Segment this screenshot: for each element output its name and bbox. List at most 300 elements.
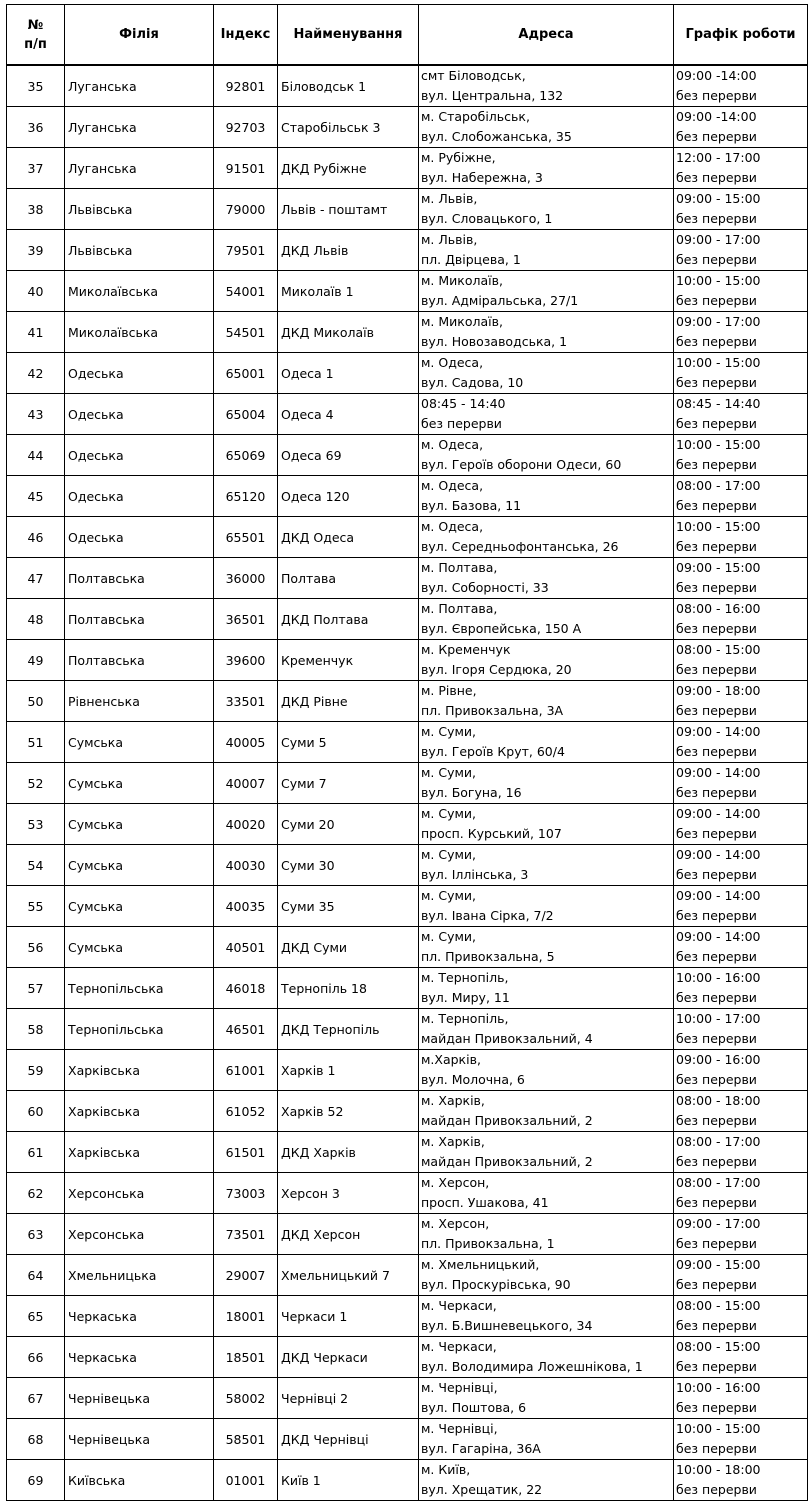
row-number: 40	[7, 271, 65, 312]
row-schedule	[674, 1132, 808, 1173]
row-index: 65001	[214, 353, 278, 394]
table-row	[7, 312, 808, 353]
table-row	[7, 804, 808, 845]
address-line-1: м. Суми,	[421, 847, 477, 862]
address-line-2: просп. Ушакова, 41	[421, 1195, 549, 1210]
table-row	[7, 435, 808, 476]
schedule-note: без перерви	[676, 129, 757, 144]
table-row	[7, 763, 808, 804]
address-line-2: вул. Героїв оборони Одеси, 60	[421, 457, 622, 472]
row-name: ДКД Одеса	[278, 517, 419, 558]
row-schedule	[674, 927, 808, 968]
row-index: 54501	[214, 312, 278, 353]
schedule-hours: 08:00 - 15:00	[676, 1298, 761, 1313]
row-address	[419, 1255, 674, 1296]
schedule-hours: 09:00 - 14:00	[676, 765, 761, 780]
schedule-note: без перерви	[676, 375, 757, 390]
address-line-2: вул. Садова, 10	[421, 375, 524, 390]
schedule-hours: 09:00 -14:00	[676, 109, 757, 124]
address-line-1: м. Кременчук	[421, 642, 511, 657]
schedule-note: без перерви	[676, 252, 757, 267]
row-branch: Черкаська	[65, 1337, 214, 1378]
schedule-hours: 09:00 - 14:00	[676, 929, 761, 944]
schedule-note: без перерви	[676, 1236, 757, 1251]
row-index: 61001	[214, 1050, 278, 1091]
schedule-hours: 09:00 - 14:00	[676, 724, 761, 739]
schedule-note: без перерви	[676, 416, 757, 431]
row-address	[419, 148, 674, 189]
row-name: Київ 1	[278, 1460, 419, 1501]
row-name: ДКД Тернопіль	[278, 1009, 419, 1050]
row-branch: Львівська	[65, 189, 214, 230]
address-line-1: м. Старобільськ,	[421, 109, 530, 124]
row-name: Одеса 4	[278, 394, 419, 435]
table-row	[7, 189, 808, 230]
address-line-2: вул. Молочна, 6	[421, 1072, 525, 1087]
row-name: Біловодськ 1	[278, 65, 419, 107]
table-row	[7, 681, 808, 722]
row-address	[419, 599, 674, 640]
address-line-2: вул. Новозаводська, 1	[421, 334, 568, 349]
row-branch: Харківська	[65, 1050, 214, 1091]
row-index: 58501	[214, 1419, 278, 1460]
row-address	[419, 353, 674, 394]
table-row	[7, 1050, 808, 1091]
row-address	[419, 1050, 674, 1091]
row-number: 57	[7, 968, 65, 1009]
row-branch: Миколаївська	[65, 271, 214, 312]
address-line-1: м. Київ,	[421, 1462, 471, 1477]
row-number: 60	[7, 1091, 65, 1132]
row-name: Суми 30	[278, 845, 419, 886]
address-line-2: майдан Привокзальний, 2	[421, 1154, 593, 1169]
address-line-2: вул. Центральна, 132	[421, 88, 564, 103]
row-index: 65120	[214, 476, 278, 517]
address-line-2: вул. Словацького, 1	[421, 211, 553, 226]
row-index: 40007	[214, 763, 278, 804]
schedule-hours: 09:00 - 17:00	[676, 1216, 761, 1231]
schedule-note: без перерви	[676, 1400, 757, 1415]
address-line-2: вул. Адміральська, 27/1	[421, 293, 579, 308]
row-address	[419, 1460, 674, 1501]
row-name: Тернопіль 18	[278, 968, 419, 1009]
address-line-2: вул. Володимира Ложешнікова, 1	[421, 1359, 643, 1374]
row-schedule	[674, 189, 808, 230]
address-line-2: просп. Курський, 107	[421, 826, 562, 841]
row-branch: Полтавська	[65, 599, 214, 640]
row-address	[419, 65, 674, 107]
row-index: 33501	[214, 681, 278, 722]
header-name: Найменування	[278, 5, 419, 66]
table-row	[7, 1296, 808, 1337]
address-line-1: м.Харків,	[421, 1052, 481, 1067]
address-line-2: вул. Середньофонтанська, 26	[421, 539, 619, 554]
row-address	[419, 722, 674, 763]
row-name: Херсон 3	[278, 1173, 419, 1214]
row-branch: Сумська	[65, 927, 214, 968]
row-schedule	[674, 65, 808, 107]
row-name: ДКД Миколаїв	[278, 312, 419, 353]
row-number: 43	[7, 394, 65, 435]
row-address	[419, 681, 674, 722]
address-line-1: м. Тернопіль,	[421, 970, 509, 985]
row-index: 73003	[214, 1173, 278, 1214]
row-number: 38	[7, 189, 65, 230]
row-name: Одеса 120	[278, 476, 419, 517]
row-number: 50	[7, 681, 65, 722]
row-name: Одеса 69	[278, 435, 419, 476]
schedule-note: без перерви	[676, 1482, 757, 1497]
row-branch: Луганська	[65, 107, 214, 148]
address-line-2: пл. Привокзальна, 3А	[421, 703, 564, 718]
address-line-2: вул. Миру, 11	[421, 990, 510, 1005]
address-line-2: вул. Б.Вишневецького, 34	[421, 1318, 593, 1333]
table-header	[7, 5, 808, 66]
schedule-hours: 10:00 - 16:00	[676, 970, 761, 985]
schedule-note: без перерви	[676, 1031, 757, 1046]
schedule-hours: 08:45 - 14:40	[676, 396, 761, 411]
row-name: Чернівці 2	[278, 1378, 419, 1419]
row-schedule	[674, 968, 808, 1009]
row-name: Суми 20	[278, 804, 419, 845]
row-number: 52	[7, 763, 65, 804]
address-line-1: м. Суми,	[421, 888, 477, 903]
row-address	[419, 968, 674, 1009]
row-branch: Сумська	[65, 845, 214, 886]
row-address	[419, 763, 674, 804]
row-index: 40030	[214, 845, 278, 886]
schedule-hours: 09:00 -14:00	[676, 68, 757, 83]
address-line-1: м. Харків,	[421, 1134, 485, 1149]
row-schedule	[674, 107, 808, 148]
schedule-note: без перерви	[676, 334, 757, 349]
row-name: ДКД Полтава	[278, 599, 419, 640]
table-row	[7, 1255, 808, 1296]
row-branch: Харківська	[65, 1132, 214, 1173]
table-body	[7, 65, 808, 1501]
row-index: 65069	[214, 435, 278, 476]
schedule-hours: 09:00 - 15:00	[676, 1257, 761, 1272]
schedule-hours: 09:00 - 15:00	[676, 560, 761, 575]
row-index: 91501	[214, 148, 278, 189]
schedule-note: без перерви	[676, 744, 757, 759]
address-line-2: вул. Слобожанська, 35	[421, 129, 572, 144]
row-schedule	[674, 640, 808, 681]
row-address	[419, 1337, 674, 1378]
row-number: 46	[7, 517, 65, 558]
row-schedule	[674, 312, 808, 353]
row-index: 18501	[214, 1337, 278, 1378]
schedule-note: без перерви	[676, 1154, 757, 1169]
table-row	[7, 722, 808, 763]
row-number: 65	[7, 1296, 65, 1337]
schedule-note: без перерви	[676, 1318, 757, 1333]
address-line-1: м. Черкаси,	[421, 1298, 497, 1313]
row-address	[419, 435, 674, 476]
row-schedule	[674, 230, 808, 271]
address-line-1: м. Полтава,	[421, 601, 498, 616]
row-schedule	[674, 1460, 808, 1501]
table-row	[7, 1378, 808, 1419]
row-address	[419, 1378, 674, 1419]
schedule-note: без перерви	[676, 621, 757, 636]
address-line-1: м. Херсон,	[421, 1175, 490, 1190]
address-line-1: м. Суми,	[421, 724, 477, 739]
row-index: 40020	[214, 804, 278, 845]
row-schedule	[674, 681, 808, 722]
table-row	[7, 230, 808, 271]
schedule-hours: 08:00 - 17:00	[676, 1175, 761, 1190]
schedule-hours: 09:00 - 14:00	[676, 847, 761, 862]
schedule-note: без перерви	[676, 498, 757, 513]
row-number: 35	[7, 65, 65, 107]
address-line-1: м. Харків,	[421, 1093, 485, 1108]
schedule-hours: 09:00 - 14:00	[676, 888, 761, 903]
row-index: 65004	[214, 394, 278, 435]
table-row	[7, 353, 808, 394]
row-address	[419, 1214, 674, 1255]
schedule-note: без перерви	[676, 826, 757, 841]
row-index: 46501	[214, 1009, 278, 1050]
table-row	[7, 927, 808, 968]
row-name: ДКД Чернівці	[278, 1419, 419, 1460]
header-row	[7, 5, 808, 66]
header-number: № п/п	[7, 5, 65, 66]
row-branch: Херсонська	[65, 1214, 214, 1255]
row-name: ДКД Рубіжне	[278, 148, 419, 189]
address-line-2: пл. Привокзальна, 1	[421, 1236, 555, 1251]
row-number: 67	[7, 1378, 65, 1419]
schedule-note: без перерви	[676, 867, 757, 882]
table-row	[7, 1419, 808, 1460]
row-schedule	[674, 1091, 808, 1132]
schedule-note: без перерви	[676, 170, 757, 185]
schedule-hours: 09:00 - 16:00	[676, 1052, 761, 1067]
row-name: Львів - поштамт	[278, 189, 419, 230]
schedule-hours: 10:00 - 15:00	[676, 437, 761, 452]
row-number: 45	[7, 476, 65, 517]
row-index: 92703	[214, 107, 278, 148]
row-branch: Миколаївська	[65, 312, 214, 353]
row-index: 92801	[214, 65, 278, 107]
row-address	[419, 394, 674, 435]
table-row	[7, 1091, 808, 1132]
row-branch: Полтавська	[65, 640, 214, 681]
schedule-hours: 09:00 - 14:00	[676, 806, 761, 821]
row-name: Суми 7	[278, 763, 419, 804]
address-line-2: пл. Привокзальна, 5	[421, 949, 555, 964]
row-index: 36000	[214, 558, 278, 599]
row-schedule	[674, 1050, 808, 1091]
schedule-hours: 09:00 - 17:00	[676, 314, 761, 329]
row-number: 56	[7, 927, 65, 968]
row-branch: Харківська	[65, 1091, 214, 1132]
address-line-2: вул. Проскурівська, 90	[421, 1277, 571, 1292]
schedule-hours: 09:00 - 15:00	[676, 191, 761, 206]
address-line-1: м. Суми,	[421, 765, 477, 780]
row-schedule	[674, 394, 808, 435]
address-line-2: вул. Соборності, 33	[421, 580, 549, 595]
schedule-hours: 10:00 - 17:00	[676, 1011, 761, 1026]
address-line-2: вул. Хрещатик, 22	[421, 1482, 543, 1497]
schedule-hours: 08:00 - 18:00	[676, 1093, 761, 1108]
row-name: Хмельницький 7	[278, 1255, 419, 1296]
row-branch: Одеська	[65, 435, 214, 476]
table-row	[7, 1009, 808, 1050]
row-number: 68	[7, 1419, 65, 1460]
row-address	[419, 1009, 674, 1050]
row-index: 79501	[214, 230, 278, 271]
row-address	[419, 230, 674, 271]
schedule-hours: 10:00 - 18:00	[676, 1462, 761, 1477]
row-branch: Одеська	[65, 353, 214, 394]
row-index: 54001	[214, 271, 278, 312]
row-number: 64	[7, 1255, 65, 1296]
address-line-2: пл. Двірцева, 1	[421, 252, 521, 267]
address-line-1: м. Тернопіль,	[421, 1011, 509, 1026]
row-number: 51	[7, 722, 65, 763]
address-line-2: вул. Ігоря Сердюка, 20	[421, 662, 572, 677]
row-number: 36	[7, 107, 65, 148]
address-line-2: вул. Поштова, 6	[421, 1400, 527, 1415]
table-row	[7, 968, 808, 1009]
row-branch: Одеська	[65, 476, 214, 517]
address-line-2: без перерви	[421, 416, 502, 431]
address-line-1: м. Хмельницький,	[421, 1257, 540, 1272]
address-line-2: вул. Іллінська, 3	[421, 867, 529, 882]
row-name: ДКД Херсон	[278, 1214, 419, 1255]
schedule-note: без перерви	[676, 1441, 757, 1456]
address-line-1: м. Суми,	[421, 806, 477, 821]
row-schedule	[674, 558, 808, 599]
schedule-note: без перерви	[676, 1277, 757, 1292]
schedule-note: без перерви	[676, 539, 757, 554]
row-branch: Київська	[65, 1460, 214, 1501]
row-schedule	[674, 1378, 808, 1419]
row-number: 41	[7, 312, 65, 353]
schedule-hours: 10:00 - 15:00	[676, 519, 761, 534]
address-line-1: м. Херсон,	[421, 1216, 490, 1231]
row-schedule	[674, 476, 808, 517]
row-schedule	[674, 599, 808, 640]
address-line-1: м. Чернівці,	[421, 1421, 498, 1436]
row-number: 55	[7, 886, 65, 927]
row-index: 65501	[214, 517, 278, 558]
schedule-note: без перерви	[676, 88, 757, 103]
schedule-note: без перерви	[676, 293, 757, 308]
row-branch: Луганська	[65, 65, 214, 107]
row-number: 37	[7, 148, 65, 189]
schedule-note: без перерви	[676, 1195, 757, 1210]
row-branch: Чернівецька	[65, 1419, 214, 1460]
schedule-note: без перерви	[676, 949, 757, 964]
address-line-1: м. Львів,	[421, 191, 478, 206]
schedule-hours: 10:00 - 15:00	[676, 1421, 761, 1436]
row-address	[419, 271, 674, 312]
table-row	[7, 1460, 808, 1501]
row-schedule	[674, 886, 808, 927]
row-schedule	[674, 1255, 808, 1296]
row-schedule	[674, 722, 808, 763]
schedule-note: без перерви	[676, 703, 757, 718]
row-number: 47	[7, 558, 65, 599]
schedule-hours: 08:00 - 17:00	[676, 1134, 761, 1149]
address-line-1: м. Черкаси,	[421, 1339, 497, 1354]
row-name: ДКД Харків	[278, 1132, 419, 1173]
table-row	[7, 65, 808, 107]
row-branch: Рівненська	[65, 681, 214, 722]
row-name: Харків 1	[278, 1050, 419, 1091]
schedule-hours: 10:00 - 15:00	[676, 355, 761, 370]
row-schedule	[674, 353, 808, 394]
row-index: 29007	[214, 1255, 278, 1296]
row-branch: Сумська	[65, 886, 214, 927]
row-branch: Хмельницька	[65, 1255, 214, 1296]
schedule-hours: 08:00 - 16:00	[676, 601, 761, 616]
row-schedule	[674, 763, 808, 804]
row-index: 73501	[214, 1214, 278, 1255]
schedule-hours: 09:00 - 18:00	[676, 683, 761, 698]
row-schedule	[674, 845, 808, 886]
row-branch: Тернопільська	[65, 1009, 214, 1050]
address-line-1: смт Біловодськ,	[421, 68, 526, 83]
row-schedule	[674, 1214, 808, 1255]
address-line-1: м. Одеса,	[421, 519, 484, 534]
row-address	[419, 107, 674, 148]
schedule-hours: 10:00 - 16:00	[676, 1380, 761, 1395]
table-row	[7, 517, 808, 558]
row-index: 46018	[214, 968, 278, 1009]
table-row	[7, 845, 808, 886]
row-address	[419, 558, 674, 599]
row-name: ДКД Черкаси	[278, 1337, 419, 1378]
address-line-1: м. Суми,	[421, 929, 477, 944]
row-index: 36501	[214, 599, 278, 640]
address-line-2: вул. Героїв Крут, 60/4	[421, 744, 565, 759]
header-address: Адреса	[419, 5, 674, 66]
row-address	[419, 476, 674, 517]
row-number: 66	[7, 1337, 65, 1378]
row-name: Полтава	[278, 558, 419, 599]
row-index: 01001	[214, 1460, 278, 1501]
row-branch: Сумська	[65, 763, 214, 804]
row-address	[419, 1296, 674, 1337]
row-schedule	[674, 1296, 808, 1337]
row-name: Суми 5	[278, 722, 419, 763]
row-schedule	[674, 271, 808, 312]
table-row	[7, 394, 808, 435]
row-name: Одеса 1	[278, 353, 419, 394]
row-number: 53	[7, 804, 65, 845]
row-schedule	[674, 1337, 808, 1378]
table-row	[7, 1337, 808, 1378]
schedule-hours: 10:00 - 15:00	[676, 273, 761, 288]
schedule-hours: 12:00 - 17:00	[676, 150, 761, 165]
row-number: 44	[7, 435, 65, 476]
address-line-1: м. Одеса,	[421, 478, 484, 493]
table-row	[7, 1173, 808, 1214]
row-index: 40005	[214, 722, 278, 763]
address-line-1: м. Одеса,	[421, 355, 484, 370]
row-schedule	[674, 1173, 808, 1214]
row-address	[419, 640, 674, 681]
row-schedule	[674, 148, 808, 189]
schedule-note: без перерви	[676, 785, 757, 800]
row-number: 49	[7, 640, 65, 681]
row-address	[419, 804, 674, 845]
row-name: Миколаїв 1	[278, 271, 419, 312]
post-offices-table	[6, 4, 808, 1501]
